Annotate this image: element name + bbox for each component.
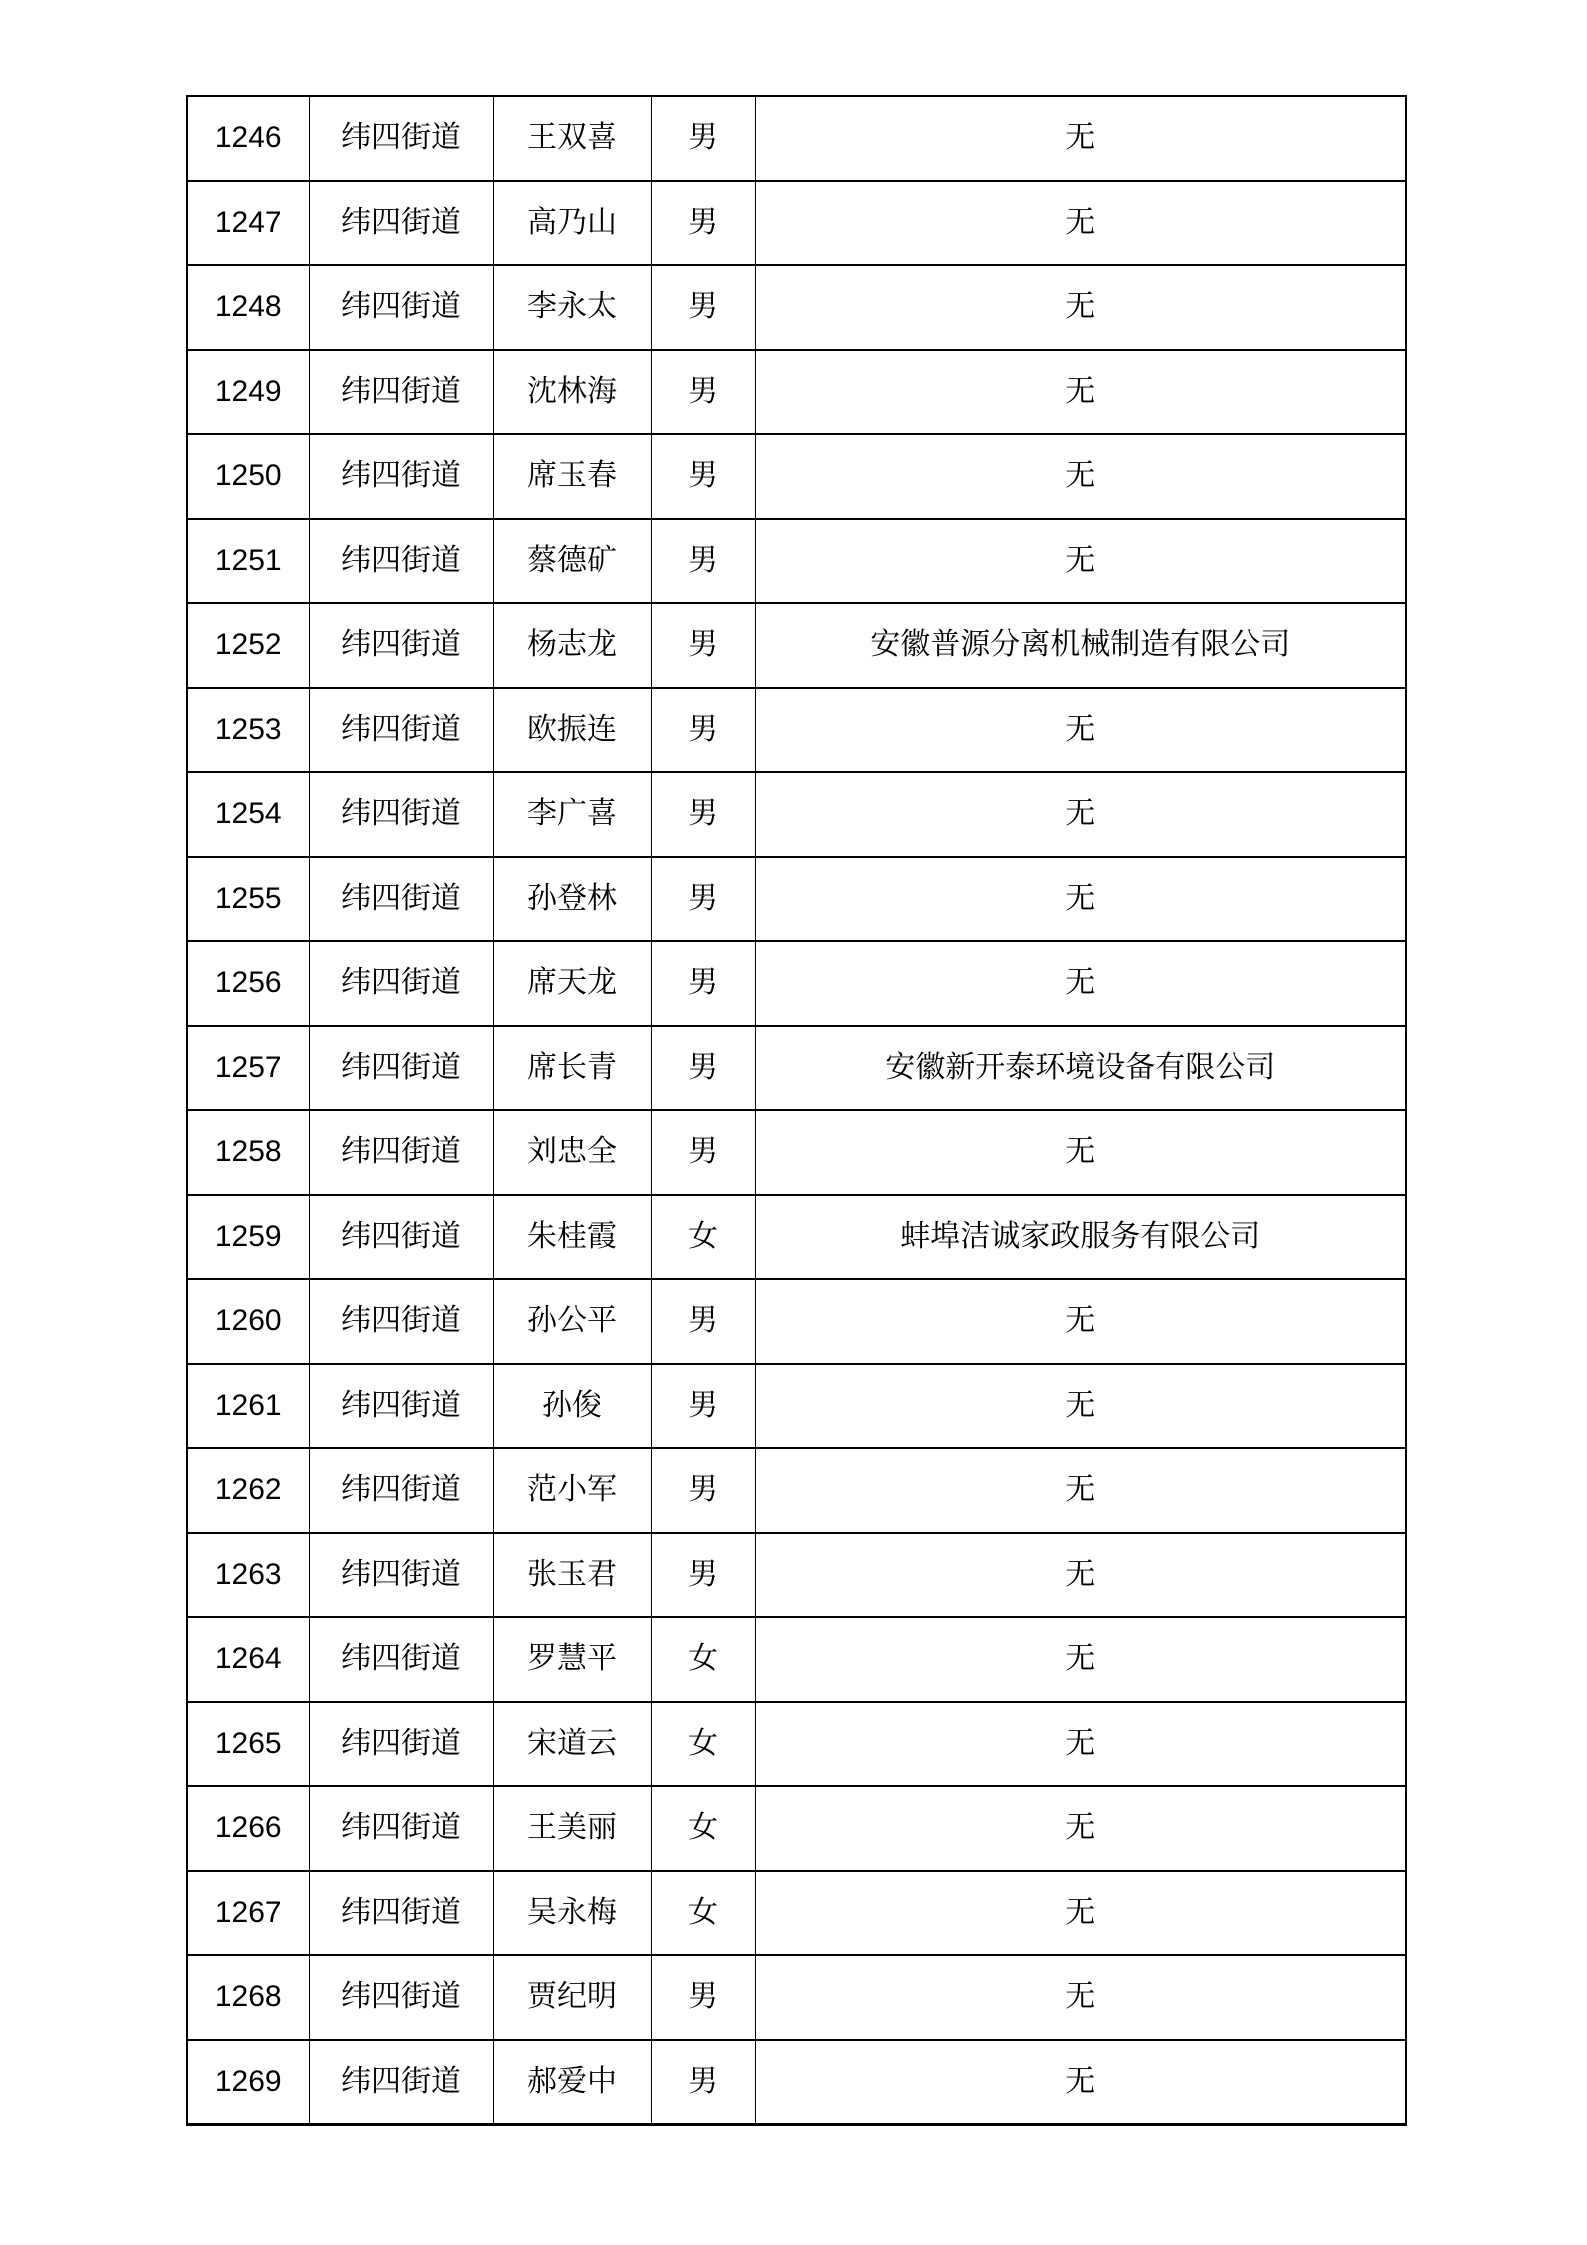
gender-cell: 男	[651, 603, 755, 688]
gender-cell: 男	[651, 350, 755, 435]
table-row	[187, 350, 1406, 435]
person-name-cell: 沈林海	[493, 350, 651, 435]
street-cell: 纬四街道	[309, 941, 493, 1026]
serial-number-cell: 1258	[187, 1110, 309, 1195]
serial-number-cell: 1261	[187, 1364, 309, 1449]
street-cell: 纬四街道	[309, 688, 493, 773]
table-row	[187, 688, 1406, 773]
table-row	[187, 1364, 1406, 1449]
person-name-cell: 孙公平	[493, 1279, 651, 1364]
person-name-cell: 贾纪明	[493, 1955, 651, 2040]
employer-cell: 蚌埠洁诚家政服务有限公司	[755, 1195, 1406, 1280]
street-cell: 纬四街道	[309, 2040, 493, 2125]
street-cell: 纬四街道	[309, 96, 493, 181]
roster-table-body	[187, 96, 1406, 2124]
table-row	[187, 434, 1406, 519]
serial-number-cell: 1264	[187, 1617, 309, 1702]
street-cell: 纬四街道	[309, 857, 493, 942]
employer-cell: 无	[755, 265, 1406, 350]
person-name-cell: 罗慧平	[493, 1617, 651, 1702]
person-name-cell: 王双喜	[493, 96, 651, 181]
gender-cell: 男	[651, 265, 755, 350]
table-row	[187, 2040, 1406, 2125]
employer-cell: 无	[755, 1364, 1406, 1449]
serial-number-cell: 1255	[187, 857, 309, 942]
person-name-cell: 李广喜	[493, 772, 651, 857]
employer-cell: 无	[755, 96, 1406, 181]
employer-cell: 安徽新开泰环境设备有限公司	[755, 1026, 1406, 1111]
gender-cell: 男	[651, 857, 755, 942]
person-name-cell: 朱桂霞	[493, 1195, 651, 1280]
gender-cell: 男	[651, 519, 755, 604]
gender-cell: 男	[651, 181, 755, 266]
person-name-cell: 席天龙	[493, 941, 651, 1026]
street-cell: 纬四街道	[309, 1786, 493, 1871]
employer-cell: 无	[755, 434, 1406, 519]
street-cell: 纬四街道	[309, 1871, 493, 1956]
employer-cell: 无	[755, 1871, 1406, 1956]
person-name-cell: 范小军	[493, 1448, 651, 1533]
serial-number-cell: 1254	[187, 772, 309, 857]
employer-cell: 无	[755, 1702, 1406, 1787]
table-row	[187, 1026, 1406, 1111]
gender-cell: 男	[651, 96, 755, 181]
table-row	[187, 519, 1406, 604]
person-name-cell: 蔡德矿	[493, 519, 651, 604]
table-row	[187, 1110, 1406, 1195]
employer-cell: 无	[755, 1786, 1406, 1871]
employer-cell: 无	[755, 1448, 1406, 1533]
street-cell: 纬四街道	[309, 1110, 493, 1195]
gender-cell: 女	[651, 1786, 755, 1871]
table-row	[187, 1955, 1406, 2040]
person-name-cell: 刘忠全	[493, 1110, 651, 1195]
person-name-cell: 李永太	[493, 265, 651, 350]
employer-cell: 无	[755, 772, 1406, 857]
table-row	[187, 941, 1406, 1026]
gender-cell: 女	[651, 1617, 755, 1702]
street-cell: 纬四街道	[309, 1533, 493, 1618]
street-cell: 纬四街道	[309, 1026, 493, 1111]
person-name-cell: 张玉君	[493, 1533, 651, 1618]
serial-number-cell: 1247	[187, 181, 309, 266]
gender-cell: 男	[651, 1026, 755, 1111]
gender-cell: 男	[651, 1533, 755, 1618]
roster-table	[186, 95, 1407, 2126]
street-cell: 纬四街道	[309, 1617, 493, 1702]
table-row	[187, 265, 1406, 350]
gender-cell: 女	[651, 1195, 755, 1280]
person-name-cell: 席玉春	[493, 434, 651, 519]
street-cell: 纬四街道	[309, 519, 493, 604]
table-row	[187, 857, 1406, 942]
table-row	[187, 1279, 1406, 1364]
employer-cell: 无	[755, 1533, 1406, 1618]
street-cell: 纬四街道	[309, 1364, 493, 1449]
person-name-cell: 吴永梅	[493, 1871, 651, 1956]
serial-number-cell: 1246	[187, 96, 309, 181]
table-row	[187, 1702, 1406, 1787]
person-name-cell: 席长青	[493, 1026, 651, 1111]
person-name-cell: 郝爱中	[493, 2040, 651, 2125]
person-name-cell: 高乃山	[493, 181, 651, 266]
gender-cell: 男	[651, 1279, 755, 1364]
gender-cell: 男	[651, 1448, 755, 1533]
employer-cell: 无	[755, 1110, 1406, 1195]
street-cell: 纬四街道	[309, 1279, 493, 1364]
gender-cell: 男	[651, 1364, 755, 1449]
serial-number-cell: 1259	[187, 1195, 309, 1280]
serial-number-cell: 1252	[187, 603, 309, 688]
employer-cell: 无	[755, 1279, 1406, 1364]
street-cell: 纬四街道	[309, 181, 493, 266]
serial-number-cell: 1260	[187, 1279, 309, 1364]
table-row	[187, 1617, 1406, 1702]
employer-cell: 无	[755, 1955, 1406, 2040]
gender-cell: 男	[651, 2040, 755, 2125]
employer-cell: 无	[755, 688, 1406, 773]
employer-cell: 无	[755, 857, 1406, 942]
serial-number-cell: 1248	[187, 265, 309, 350]
street-cell: 纬四街道	[309, 603, 493, 688]
employer-cell: 无	[755, 519, 1406, 604]
serial-number-cell: 1268	[187, 1955, 309, 2040]
person-name-cell: 孙俊	[493, 1364, 651, 1449]
employer-cell: 安徽普源分离机械制造有限公司	[755, 603, 1406, 688]
gender-cell: 男	[651, 1955, 755, 2040]
employer-cell: 无	[755, 181, 1406, 266]
table-row	[187, 1786, 1406, 1871]
employer-cell: 无	[755, 1617, 1406, 1702]
serial-number-cell: 1257	[187, 1026, 309, 1111]
serial-number-cell: 1253	[187, 688, 309, 773]
serial-number-cell: 1250	[187, 434, 309, 519]
person-name-cell: 欧振连	[493, 688, 651, 773]
gender-cell: 男	[651, 688, 755, 773]
employer-cell: 无	[755, 2040, 1406, 2125]
gender-cell: 男	[651, 772, 755, 857]
person-name-cell: 王美丽	[493, 1786, 651, 1871]
serial-number-cell: 1269	[187, 2040, 309, 2125]
gender-cell: 女	[651, 1702, 755, 1787]
gender-cell: 男	[651, 1110, 755, 1195]
table-row	[187, 603, 1406, 688]
street-cell: 纬四街道	[309, 265, 493, 350]
gender-cell: 女	[651, 1871, 755, 1956]
gender-cell: 男	[651, 434, 755, 519]
table-row	[187, 96, 1406, 181]
serial-number-cell: 1267	[187, 1871, 309, 1956]
table-row	[187, 1533, 1406, 1618]
street-cell: 纬四街道	[309, 434, 493, 519]
serial-number-cell: 1265	[187, 1702, 309, 1787]
street-cell: 纬四街道	[309, 350, 493, 435]
table-row	[187, 1448, 1406, 1533]
table-row	[187, 1195, 1406, 1280]
street-cell: 纬四街道	[309, 1448, 493, 1533]
serial-number-cell: 1256	[187, 941, 309, 1026]
table-row	[187, 181, 1406, 266]
table-row	[187, 772, 1406, 857]
street-cell: 纬四街道	[309, 1702, 493, 1787]
employer-cell: 无	[755, 941, 1406, 1026]
table-row	[187, 1871, 1406, 1956]
street-cell: 纬四街道	[309, 1955, 493, 2040]
person-name-cell: 孙登林	[493, 857, 651, 942]
serial-number-cell: 1266	[187, 1786, 309, 1871]
person-name-cell: 杨志龙	[493, 603, 651, 688]
serial-number-cell: 1262	[187, 1448, 309, 1533]
street-cell: 纬四街道	[309, 772, 493, 857]
street-cell: 纬四街道	[309, 1195, 493, 1280]
serial-number-cell: 1263	[187, 1533, 309, 1618]
employer-cell: 无	[755, 350, 1406, 435]
serial-number-cell: 1251	[187, 519, 309, 604]
gender-cell: 男	[651, 941, 755, 1026]
person-name-cell: 宋道云	[493, 1702, 651, 1787]
serial-number-cell: 1249	[187, 350, 309, 435]
